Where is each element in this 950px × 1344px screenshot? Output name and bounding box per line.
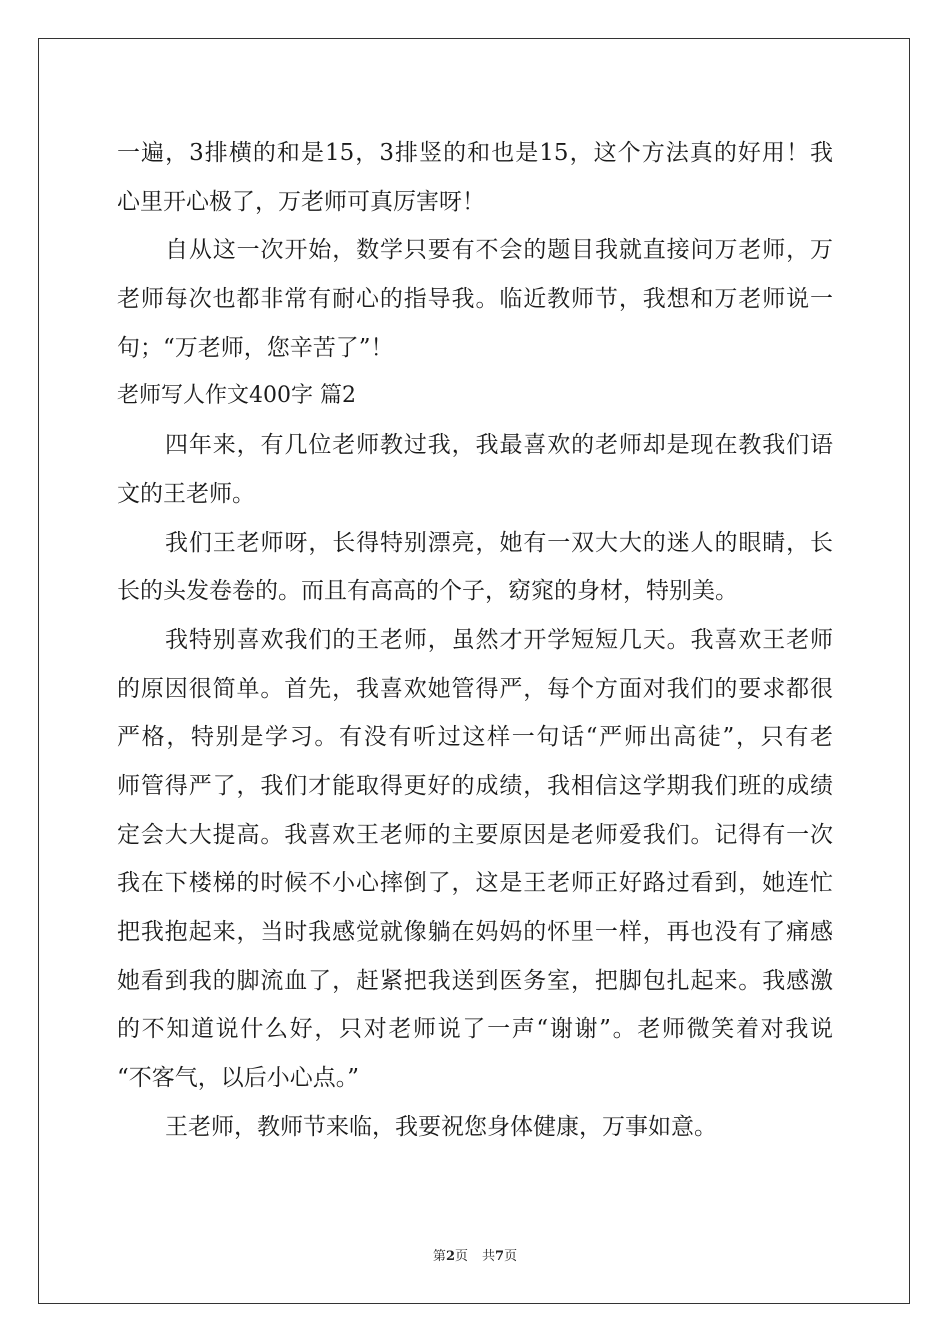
- text-line: 我们王老师呀，长得特别漂亮，她有一双大大的迷人的眼睛，长: [165, 529, 833, 556]
- text-line: 自从这一次开始，数学只要有不会的题目我就直接问万老师，万: [165, 237, 833, 264]
- text-line: 王老师，教师节来临，我要祝您身体健康，万事如意。: [165, 1113, 717, 1140]
- total-pages: 7: [495, 1249, 505, 1264]
- text-line: 句；“万老师，您辛苦了”！: [117, 334, 394, 361]
- total-prefix: 共: [482, 1249, 496, 1264]
- page-prefix: 第: [432, 1249, 446, 1264]
- document-body: [117, 129, 833, 1151]
- section-heading: 老师写人作文400字 篇2: [117, 383, 356, 409]
- text-line: 严格，特别是学习。有没有听过这样一句话“严师出高徒”，只有老: [117, 724, 833, 751]
- text-line: 师管得严了，我们才能取得更好的成绩，我相信这学期我们班的成绩: [117, 772, 833, 799]
- total-suffix: 页: [504, 1249, 518, 1264]
- text-line: 文的王老师。: [117, 480, 255, 507]
- text-line: 的不知道说什么好，只对老师说了一声“谢谢”。老师微笑着对我说: [117, 1016, 833, 1043]
- text-line: 老师每次也都非常有耐心的指导我。临近教师节，我想和万老师说一: [117, 286, 833, 313]
- text-line: 一遍，3排横的和是15，3排竖的和也是15，这个方法真的好用！我: [117, 140, 833, 166]
- page-suffix: 页: [454, 1249, 468, 1264]
- text-line: 她看到我的脚流血了，赶紧把我送到医务室，把脚包扎起来。我感激: [117, 967, 833, 994]
- text-line: 定会大大提高。我喜欢王老师的主要原因是老师爱我们。记得有一次: [117, 821, 833, 848]
- text-line: 的原因很简单。首先，我喜欢她管得严，每个方面对我们的要求都很: [117, 675, 833, 702]
- text-line: 心里开心极了，万老师可真厉害呀！: [117, 188, 485, 215]
- page-number: 2: [445, 1249, 455, 1264]
- text-line: 把我抱起来，当时我感觉就像躺在妈妈的怀里一样，再也没有了痛感: [117, 919, 833, 945]
- text-line: 我在下楼梯的时候不小心摔倒了，这是王老师正好路过看到，她连忙: [117, 870, 833, 897]
- text-line: “不客气，以后小心点。”: [117, 1065, 360, 1092]
- page-footer: [0, 1245, 950, 1264]
- text-line: 四年来，有几位老师教过我，我最喜欢的老师却是现在教我们语: [165, 432, 833, 459]
- text-line: 长的头发卷卷的。而且有高高的个子，窈窕的身材，特别美。: [117, 578, 738, 605]
- text-line: 我特别喜欢我们的王老师，虽然才开学短短几天。我喜欢王老师: [165, 626, 833, 653]
